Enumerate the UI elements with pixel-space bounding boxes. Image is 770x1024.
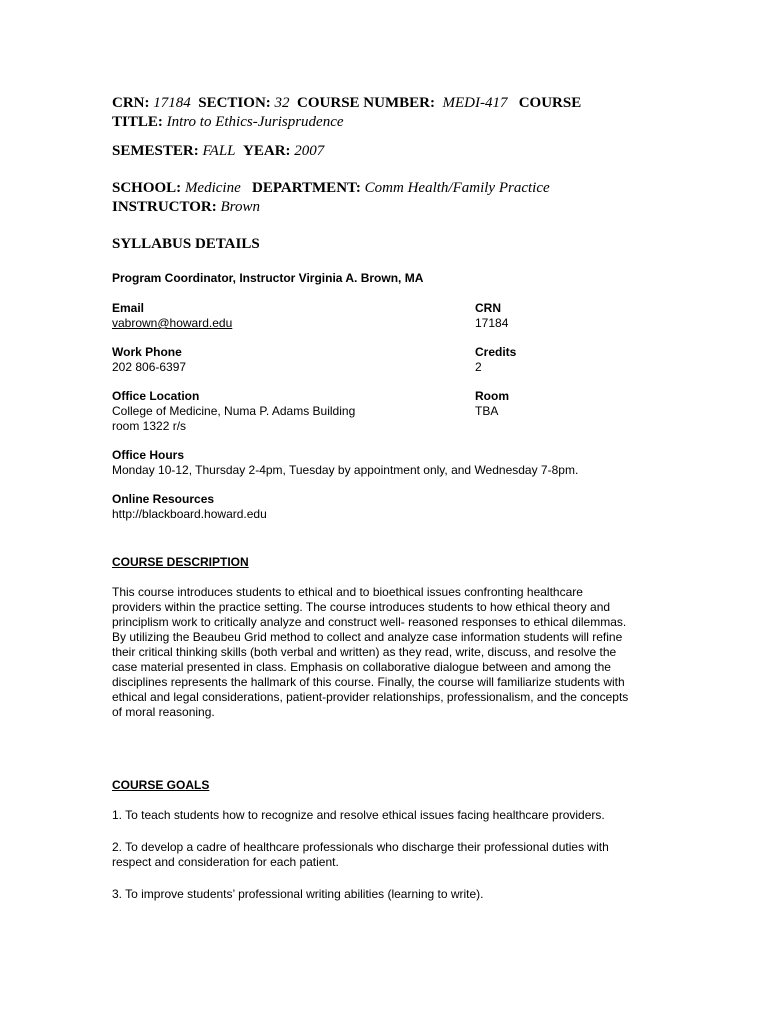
course-description-heading: [112, 555, 657, 570]
phone-credits-row: [112, 345, 657, 375]
semester-line: [112, 142, 657, 161]
crn-detail-label: CRN: [475, 301, 501, 315]
department-label: DEPARTMENT:: [252, 180, 361, 196]
goal-3: 3. To improve students’ professional writing abilities (learning to write).: [112, 887, 484, 901]
email-label: Email: [112, 301, 145, 315]
syllabus-details-title: SYLLABUS DETAILS: [112, 236, 260, 252]
department-value: Comm Health/Family Practice: [364, 180, 550, 196]
email-crn-row: [112, 301, 657, 331]
course-number-label: COURSE NUMBER:: [297, 95, 435, 111]
description-line: case material presented in class. Emphasis on collaborative dialogue between and among the: [112, 660, 611, 674]
credits-label: Credits: [475, 345, 517, 359]
goal-1: 1. To teach students how to recognize and resolve ethical issues facing healthcare providers.: [112, 808, 605, 822]
course-goals-heading: [112, 778, 657, 793]
description-line: disciplines represents the hallmark of this course. Finally, the course will familiarize students with: [112, 675, 625, 689]
work-phone-value: 202 806-6397: [112, 360, 187, 374]
description-line: providers within the practice setting. The course introduces students to how ethical theory and: [112, 600, 611, 614]
header-line-1: [112, 94, 657, 113]
description-line: This course introduces students to ethical and to bioethical issues confronting healthcare: [112, 585, 583, 599]
year-value: 2007: [294, 143, 325, 159]
school-value: Medicine: [184, 180, 241, 196]
course-description-title: COURSE DESCRIPTION: [112, 555, 249, 569]
description-line: ethical and legal considerations, patient-provider relationships, professionalism, and the concepts: [112, 690, 629, 704]
section-label: SECTION:: [198, 95, 271, 111]
semester-label: SEMESTER:: [112, 143, 199, 159]
instructor-line: [112, 198, 657, 217]
online-resources-value: http://blackboard.howard.edu: [112, 507, 267, 521]
instructor-label: INSTRUCTOR:: [112, 199, 217, 215]
work-phone-label: Work Phone: [112, 345, 182, 359]
online-resources-block: [112, 492, 657, 522]
online-resources-label: Online Resources: [112, 492, 215, 506]
course-title-label-2: TITLE:: [112, 114, 163, 130]
description-line: of moral reasoning.: [112, 705, 215, 719]
syllabus-page: [112, 94, 657, 916]
program-coordinator: Program Coordinator, Instructor Virginia A. Brown, MA: [112, 271, 424, 285]
email-link[interactable]: vabrown@howard.edu: [112, 316, 233, 330]
course-header: [112, 94, 657, 132]
course-goals-title: COURSE GOALS: [112, 778, 210, 792]
course-title-label-1: COURSE: [518, 95, 582, 111]
goal-2: [112, 840, 657, 870]
crn-detail-value: 17184: [475, 316, 509, 330]
goal-2-line-2: respect and consideration for each patient.: [112, 855, 339, 869]
year-label: YEAR:: [243, 143, 291, 159]
office-hours-value: Monday 10-12, Thursday 2-4pm, Tuesday by appointment only, and Wednesday 7-8pm.: [112, 463, 579, 477]
crn-value: 17184: [153, 95, 191, 111]
description-line: By utilizing the Beaubeu Grid method to collect and analyze case information students will refine: [112, 630, 623, 644]
office-room-row: [112, 389, 657, 434]
office-hours-block: [112, 448, 657, 478]
course-number-value: MEDI-417: [442, 95, 508, 111]
description-line: principlism work to critically analyze and construct well- reasoned responses to ethical dilemmas.: [112, 615, 627, 629]
credits-value: 2: [475, 360, 482, 374]
semester-block: [112, 142, 657, 161]
semester-value: FALL: [202, 143, 236, 159]
office-location-line1: College of Medicine, Numa P. Adams Building: [112, 404, 356, 418]
school-label: SCHOOL:: [112, 180, 182, 196]
office-location-line2: room 1322 r/s: [112, 419, 187, 433]
room-value: TBA: [475, 404, 499, 418]
instructor-value: Brown: [220, 199, 260, 215]
description-line: their critical thinking skills (both verbal and written) as they read, write, discuss, and resolve the: [112, 645, 617, 659]
office-location-label: Office Location: [112, 389, 200, 403]
crn-label: CRN:: [112, 95, 150, 111]
goal-2-line-1: 2. To develop a cadre of healthcare professionals who discharge their professional duties with: [112, 840, 609, 854]
office-hours-label: Office Hours: [112, 448, 185, 462]
school-block: [112, 179, 657, 217]
course-description-body: [112, 585, 657, 720]
school-line: [112, 179, 657, 198]
section-value: 32: [274, 95, 290, 111]
header-line-2: [112, 113, 657, 132]
course-title-value: Intro to Ethics-Jurisprudence: [166, 114, 344, 130]
room-label: Room: [475, 389, 509, 403]
